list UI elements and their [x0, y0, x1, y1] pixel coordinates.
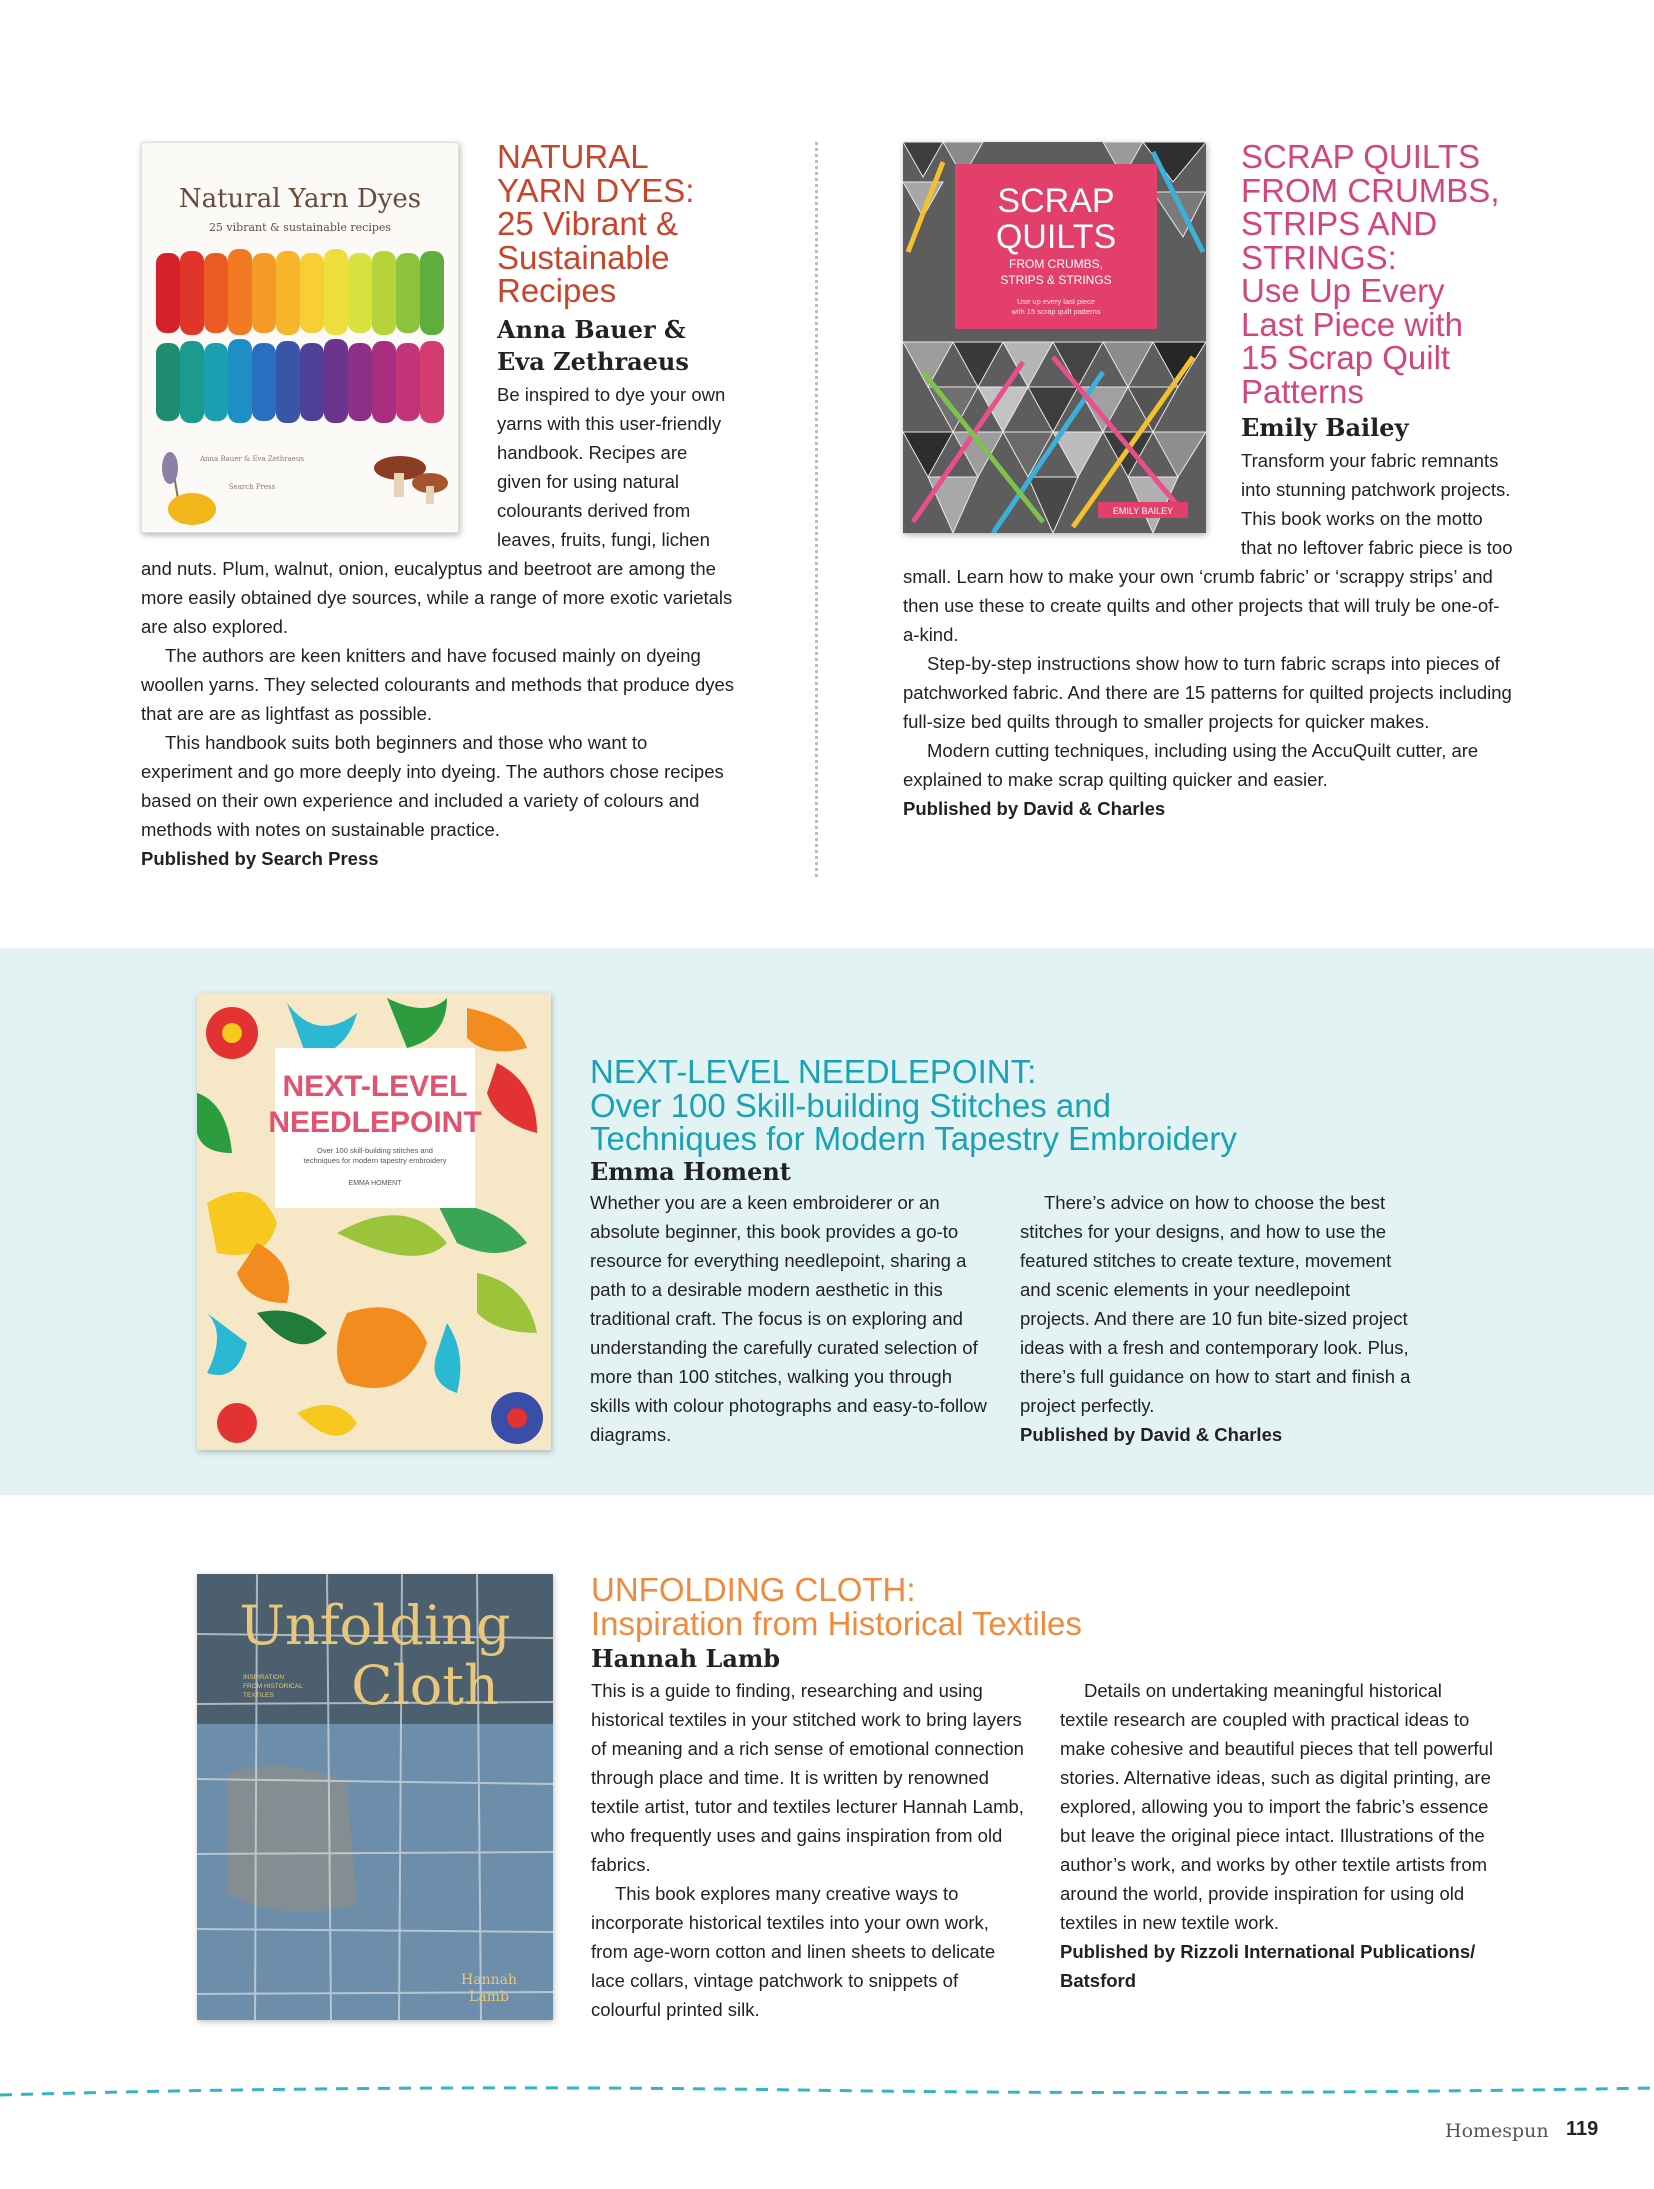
title-line: Recipes — [497, 272, 617, 309]
book2-paragraph-1: Transform your fabric remnants into stunning patchwork projects. This book works on the motto that no leftover fabric piece is too small. Learn how to make your own ‘crumb fabric’ or ‘scrappy strips’ and then use these to create quilts and other projects that will truly be one-of-a-kind. — [903, 450, 1513, 646]
yarn-skeins-row2 — [156, 339, 444, 423]
cover-scrap-quilts — [903, 142, 1206, 533]
book2-paragraph-3: Modern cutting techniques, including using the AccuQuilt cutter, are explained to make scrap quilting quicker and easier. — [903, 740, 1479, 791]
book-natural-yarn-dyes — [141, 140, 736, 873]
title-line: 15 Scrap Quilt — [1241, 339, 1451, 376]
book2-paragraph-2: Step-by-step instructions show how to turn fabric scraps into pieces of patchworked fabric. And there are 15 patterns for quilted projects including full-size bed quilts through to smaller projects for quicker makes. — [903, 653, 1512, 733]
cover-title-2: NEEDLEPOINT — [268, 1106, 482, 1139]
book4-author: Hannah Lamb — [591, 1644, 781, 1673]
title-line: Inspiration from Historical Textiles — [591, 1604, 1082, 1642]
cover-title-1: NEXT-LEVEL — [282, 1070, 468, 1103]
cover-author: EMMA HOMENT — [348, 1180, 402, 1187]
mushrooms — [374, 456, 448, 504]
yarn-dyes-cover-art — [142, 143, 458, 532]
book3-author: Emma Homent — [590, 1157, 791, 1186]
book1-paragraph-1: Be inspired to dye your own yarns with this user-friendly handbook. Recipes are given for using natural colourants derived from leaves, fruits, fungi, lichen and nuts. Plum, walnut, onion, eucalyptus and beetroot are among the more easily obtained dye sources, while a range of more exotic varietals are also explored. — [141, 384, 733, 638]
book1-paragraph-2: The authors are keen knitters and have focused mainly on dyeing woollen yarns. They selected colourants and methods that produce dyes that are are as lightfast as possible. — [141, 645, 735, 725]
cover-title: Natural Yarn Dyes — [178, 184, 422, 214]
book3-column-2 — [1020, 1188, 1420, 1449]
title-line: FROM CRUMBS, — [1241, 171, 1500, 209]
cover-title-2: Cloth — [351, 1654, 499, 1717]
cover-imprint: Search Press — [228, 483, 276, 491]
cover-next-level-needlepoint — [197, 993, 551, 1450]
cover-author-1: Hannah — [461, 1972, 517, 1988]
unfolding-cloth-cover-art — [197, 1574, 553, 2020]
book2-publisher: Published by David & Charles — [903, 798, 1166, 820]
cover-sub-2: FROM HISTORICAL — [243, 1683, 303, 1690]
book-scrap-quilts — [903, 140, 1513, 823]
title-line: 25 Vibrant & — [497, 205, 679, 242]
author-line: Anna Bauer & — [497, 314, 686, 344]
title-line: YARN DYES: — [497, 171, 695, 209]
book3-column-1: Whether you are a keen embroiderer or an absolute beginner, this book provides a go-to resource for everything needlepoint, sharing a path to a desirable modern aesthetic in this traditional craft. The focus is on exploring and understanding the carefully curated selection of more than 100 stitches, walking you through skills with colour photographs and easy-to-follow diagrams. — [590, 1192, 987, 1445]
dye-bowl — [168, 493, 216, 525]
yarn-skeins-row1 — [156, 249, 444, 335]
title-line: SCRAP QUILTS — [1241, 138, 1481, 175]
book4-publisher: Published by Rizzoli International Publications/ Batsford — [1060, 1941, 1476, 1991]
dashed-wave-divider — [0, 2080, 1654, 2100]
scrap-quilts-cover-art — [903, 142, 1206, 533]
book3-title — [590, 1055, 1550, 1156]
cover-author-2: Lamb — [469, 1989, 509, 2005]
cover-title-1: Unfolding — [239, 1594, 511, 1657]
column-divider — [815, 142, 818, 877]
book4-column-2-text: Details on undertaking meaningful historical textile research are coupled with practical ideas to make cohesive and beautiful pieces that tell powerful stories. Alternative ideas, such as digital printing, are explored, allowing you to import the fabric’s essence but leave the original piece intact. Illustrations of the author’s work, and works by other textile artists from around the world, provide inspiration for using old textiles in new textile work. — [1060, 1680, 1493, 1933]
cover-unfolding-cloth — [197, 1574, 553, 2020]
footer-page-number: 119 — [1566, 2118, 1599, 2140]
book3-column-2-text: There’s advice on how to choose the best stitches for your designs, and how to use the featured stitches to create texture, movement and scenic elements in your needlepoint projects. And there are 10 fun bite-sized project ideas with a fresh and contemporary look. Plus, there’s full guidance on how to start and finish a project perfectly. — [1020, 1192, 1411, 1416]
cover-sub-3: TEXTILES — [243, 1692, 274, 1699]
cover-sub-1: FROM CRUMBS, — [1009, 257, 1103, 271]
book4-column-1 — [591, 1676, 1026, 2024]
cover-sub-2: STRIPS & STRINGS — [1000, 273, 1112, 287]
cover-sub-1: Over 100 skill-building stitches and — [317, 1146, 433, 1155]
book1-paragraph-3: This handbook suits both beginners and those who want to experiment and go more deeply into dyeing. The authors chose recipes based on their own experience and included a variety of colours and methods with notes on sustainable practice. — [141, 732, 724, 841]
title-line: NATURAL — [497, 138, 649, 175]
title-line: STRIPS AND — [1241, 205, 1438, 242]
title-line: UNFOLDING CLOTH: — [591, 1571, 916, 1608]
cover-title-1: SCRAP — [997, 182, 1115, 220]
cover-tagline-1: Use up every last piece — [1017, 297, 1095, 306]
cover-title-2: QUILTS — [995, 218, 1117, 256]
cover-sub-1: INSPIRATION — [243, 1674, 285, 1681]
author-line: Emily Bailey — [1241, 413, 1409, 442]
title-line: Use Up Every — [1241, 272, 1445, 309]
book4-column-1-p2: This book explores many creative ways to incorporate historical textiles into your own work, from age-worn cotton and linen sheets to delicate lace collars, vintage patchwork to snippets of colourful printed silk. — [591, 1883, 996, 2020]
book4-column-1-p1: This is a guide to finding, researching and using historical textiles in your stitched work to bring layers of meaning and a rich sense of emotional connection through place and time. It is written by renowned textile artist, tutor and textiles lecturer Hannah Lamb, who frequently uses and gains inspiration from old fabrics. — [591, 1680, 1024, 1875]
cover-author: EMILY BAILEY — [1112, 506, 1174, 516]
cover-authors: Anna Bauer & Eva Zethraeus — [199, 455, 305, 463]
title-line: Techniques for Modern Tapestry Embroidery — [590, 1120, 1237, 1157]
book1-publisher: Published by Search Press — [141, 848, 379, 870]
cover-subtitle: 25 vibrant & sustainable recipes — [208, 221, 392, 234]
title-line: NEXT-LEVEL NEEDLEPOINT: — [590, 1053, 1037, 1090]
book4-column-2 — [1060, 1676, 1495, 1995]
book3-publisher: Published by David & Charles — [1020, 1424, 1283, 1445]
author-line: Eva Zethraeus — [497, 346, 689, 376]
cover-tagline-2: with 15 scrap quilt patterns — [1011, 307, 1101, 316]
cover-sub-2: techniques for modern tapestry embroidery — [303, 1156, 447, 1165]
footer-magazine: Homespun — [1445, 2120, 1549, 2142]
needlepoint-cover-art — [197, 993, 551, 1450]
title-line: Over 100 Skill-building Stitches and — [590, 1086, 1111, 1124]
title-line: Patterns — [1241, 372, 1364, 410]
title-line: STRINGS: — [1241, 238, 1397, 276]
book4-title — [591, 1573, 1551, 1640]
title-line: Sustainable — [497, 238, 670, 276]
cover-natural-yarn-dyes — [141, 142, 459, 533]
title-line: Last Piece with — [1241, 305, 1463, 343]
